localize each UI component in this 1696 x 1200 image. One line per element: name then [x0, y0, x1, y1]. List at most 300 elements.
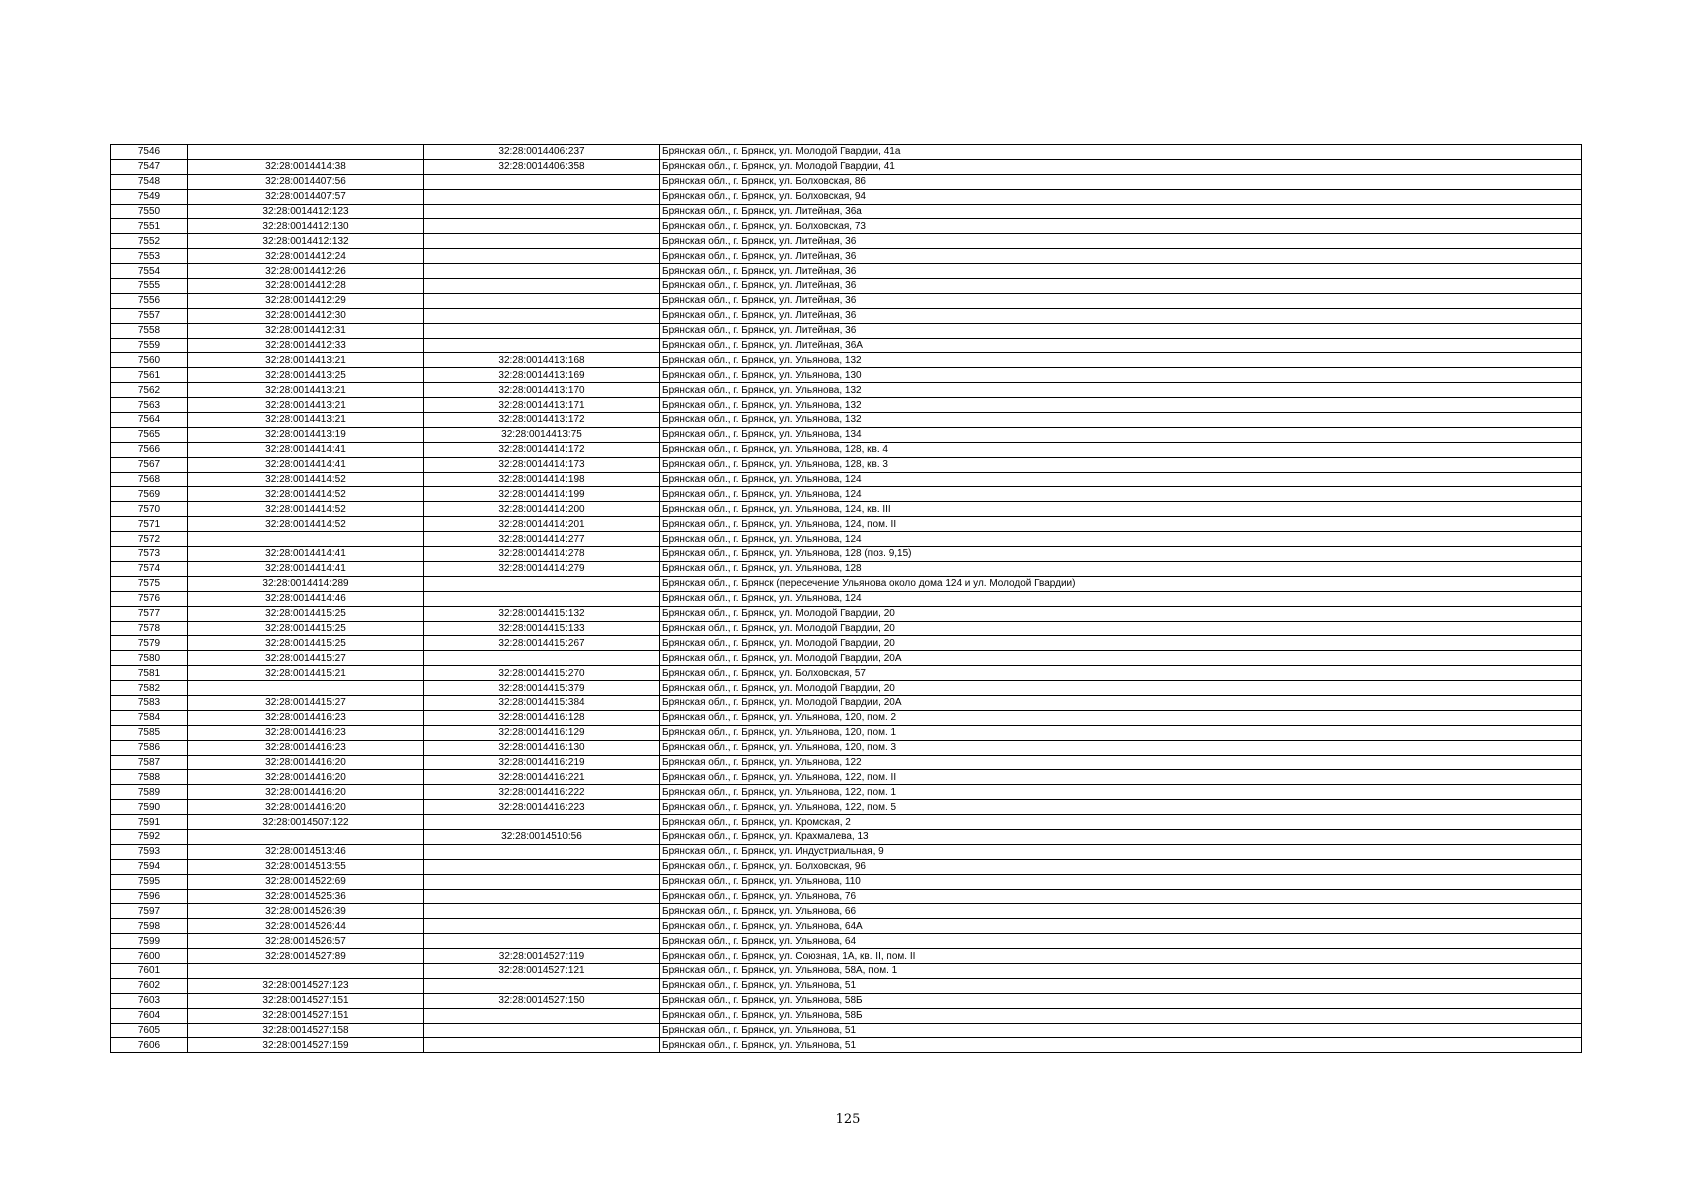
new-cadastral-number-cell [424, 978, 660, 993]
old-cadastral-number-cell: 32:28:0014416:20 [188, 800, 424, 815]
table-row [111, 785, 1582, 800]
old-cadastral-number-cell [188, 145, 424, 160]
table-row [111, 159, 1582, 174]
address-cell: Брянская обл., г. Брянск, ул. Ульянова, 124, пом. II [660, 517, 1582, 532]
new-cadastral-number-cell: 32:28:0014413:168 [424, 353, 660, 368]
address-cell: Брянская обл., г. Брянск, ул. Ульянова, 120, пом. 3 [660, 740, 1582, 755]
row-number-cell: 7552 [111, 234, 188, 249]
address-cell: Брянская обл., г. Брянск, ул. Ульянова, 51 [660, 1038, 1582, 1053]
address-cell: Брянская обл., г. Брянск, ул. Ульянова, 58Б [660, 993, 1582, 1008]
address-cell: Брянская обл., г. Брянск, ул. Ульянова, 128 [660, 561, 1582, 576]
address-cell: Брянская обл., г. Брянск, ул. Ульянова, 124 [660, 532, 1582, 547]
old-cadastral-number-cell [188, 829, 424, 844]
table-row [111, 338, 1582, 353]
table-row [111, 681, 1582, 696]
address-cell: Брянская обл., г. Брянск, ул. Ульянова, 58Б [660, 1008, 1582, 1023]
address-cell: Брянская обл., г. Брянск, ул. Ульянова, 64А [660, 919, 1582, 934]
table-row [111, 234, 1582, 249]
old-cadastral-number-cell: 32:28:0014414:52 [188, 472, 424, 487]
table-row [111, 651, 1582, 666]
row-number-cell: 7578 [111, 621, 188, 636]
old-cadastral-number-cell: 32:28:0014527:158 [188, 1023, 424, 1038]
address-cell: Брянская обл., г. Брянск, ул. Ульянова, 124 [660, 487, 1582, 502]
new-cadastral-number-cell: 32:28:0014415:267 [424, 636, 660, 651]
table-row [111, 889, 1582, 904]
new-cadastral-number-cell: 32:28:0014414:172 [424, 442, 660, 457]
row-number-cell: 7599 [111, 934, 188, 949]
old-cadastral-number-cell: 32:28:0014513:46 [188, 844, 424, 859]
address-cell: Брянская обл., г. Брянск, ул. Ульянова, 66 [660, 904, 1582, 919]
old-cadastral-number-cell: 32:28:0014415:27 [188, 695, 424, 710]
old-cadastral-number-cell: 32:28:0014412:28 [188, 279, 424, 294]
new-cadastral-number-cell: 32:28:0014413:171 [424, 398, 660, 413]
address-cell: Брянская обл., г. Брянск, ул. Ульянова, 76 [660, 889, 1582, 904]
address-cell: Брянская обл., г. Брянск, ул. Кромская, 2 [660, 815, 1582, 830]
table-row [111, 517, 1582, 532]
new-cadastral-number-cell [424, 651, 660, 666]
address-cell: Брянская обл., г. Брянск, ул. Болховская, 57 [660, 666, 1582, 681]
address-cell: Брянская обл., г. Брянск, ул. Ульянова, 132 [660, 398, 1582, 413]
new-cadastral-number-cell: 32:28:0014527:150 [424, 993, 660, 1008]
address-cell: Брянская обл., г. Брянск, ул. Ульянова, 58А, пом. 1 [660, 963, 1582, 978]
table-row [111, 591, 1582, 606]
new-cadastral-number-cell [424, 308, 660, 323]
row-number-cell: 7559 [111, 338, 188, 353]
old-cadastral-number-cell: 32:28:0014415:25 [188, 636, 424, 651]
old-cadastral-number-cell: 32:28:0014413:19 [188, 427, 424, 442]
new-cadastral-number-cell: 32:28:0014416:130 [424, 740, 660, 755]
old-cadastral-number-cell: 32:28:0014416:23 [188, 725, 424, 740]
old-cadastral-number-cell: 32:28:0014414:41 [188, 442, 424, 457]
row-number-cell: 7564 [111, 413, 188, 428]
address-cell: Брянская обл., г. Брянск, ул. Литейная, 36 [660, 249, 1582, 264]
table-row [111, 249, 1582, 264]
row-number-cell: 7571 [111, 517, 188, 532]
address-cell: Брянская обл., г. Брянск, ул. Ульянова, 124 [660, 591, 1582, 606]
table-row [111, 904, 1582, 919]
new-cadastral-number-cell: 32:28:0014414:201 [424, 517, 660, 532]
old-cadastral-number-cell: 32:28:0014412:123 [188, 204, 424, 219]
new-cadastral-number-cell [424, 1008, 660, 1023]
old-cadastral-number-cell [188, 681, 424, 696]
row-number-cell: 7594 [111, 859, 188, 874]
new-cadastral-number-cell [424, 279, 660, 294]
address-cell: Брянская обл., г. Брянск, ул. Ульянова, 132 [660, 413, 1582, 428]
row-number-cell: 7600 [111, 949, 188, 964]
old-cadastral-number-cell: 32:28:0014525:36 [188, 889, 424, 904]
new-cadastral-number-cell [424, 189, 660, 204]
new-cadastral-number-cell [424, 591, 660, 606]
old-cadastral-number-cell: 32:28:0014413:21 [188, 353, 424, 368]
address-cell: Брянская обл., г. Брянск, ул. Молодой Гвардии, 20 [660, 606, 1582, 621]
row-number-cell: 7576 [111, 591, 188, 606]
table-row [111, 279, 1582, 294]
old-cadastral-number-cell: 32:28:0014414:41 [188, 547, 424, 562]
table-row [111, 829, 1582, 844]
row-number-cell: 7573 [111, 547, 188, 562]
table-row [111, 978, 1582, 993]
new-cadastral-number-cell [424, 174, 660, 189]
address-cell: Брянская обл., г. Брянск, ул. Ульянова, 122, пом. 5 [660, 800, 1582, 815]
old-cadastral-number-cell: 32:28:0014414:41 [188, 561, 424, 576]
address-cell: Брянская обл., г. Брянск, ул. Ульянова, 128, кв. 4 [660, 442, 1582, 457]
table-row [111, 427, 1582, 442]
new-cadastral-number-cell [424, 219, 660, 234]
table-row [111, 621, 1582, 636]
address-cell: Брянская обл., г. Брянск, ул. Ульянова, 130 [660, 368, 1582, 383]
address-cell: Брянская обл., г. Брянск, ул. Болховская, 94 [660, 189, 1582, 204]
old-cadastral-number-cell: 32:28:0014527:159 [188, 1038, 424, 1053]
old-cadastral-number-cell: 32:28:0014415:25 [188, 606, 424, 621]
table-row [111, 561, 1582, 576]
row-number-cell: 7583 [111, 695, 188, 710]
new-cadastral-number-cell [424, 1038, 660, 1053]
table-row [111, 204, 1582, 219]
new-cadastral-number-cell: 32:28:0014413:75 [424, 427, 660, 442]
old-cadastral-number-cell: 32:28:0014526:57 [188, 934, 424, 949]
table-row [111, 457, 1582, 472]
page-number: 125 [835, 1112, 861, 1127]
table-row [111, 963, 1582, 978]
row-number-cell: 7553 [111, 249, 188, 264]
table-row [111, 576, 1582, 591]
old-cadastral-number-cell: 32:28:0014412:31 [188, 323, 424, 338]
address-cell: Брянская обл., г. Брянск, ул. Ульянова, 128, кв. 3 [660, 457, 1582, 472]
address-cell: Брянская обл., г. Брянск, ул. Литейная, 36А [660, 338, 1582, 353]
address-cell: Брянская обл., г. Брянск, ул. Ульянова, 51 [660, 978, 1582, 993]
old-cadastral-number-cell: 32:28:0014407:56 [188, 174, 424, 189]
old-cadastral-number-cell: 32:28:0014414:52 [188, 502, 424, 517]
table-row [111, 934, 1582, 949]
address-cell: Брянская обл., г. Брянск, ул. Молодой Гвардии, 20 [660, 636, 1582, 651]
row-number-cell: 7595 [111, 874, 188, 889]
table-row [111, 532, 1582, 547]
row-number-cell: 7605 [111, 1023, 188, 1038]
address-cell: Брянская обл., г. Брянск, ул. Ульянова, 122 [660, 755, 1582, 770]
address-cell: Брянская обл., г. Брянск, ул. Литейная, 36 [660, 293, 1582, 308]
address-cell: Брянская обл., г. Брянск, ул. Молодой Гвардии, 20 [660, 681, 1582, 696]
new-cadastral-number-cell: 32:28:0014416:219 [424, 755, 660, 770]
row-number-cell: 7582 [111, 681, 188, 696]
new-cadastral-number-cell: 32:28:0014416:129 [424, 725, 660, 740]
address-cell: Брянская обл., г. Брянск, ул. Молодой Гвардии, 20А [660, 651, 1582, 666]
table-row [111, 547, 1582, 562]
row-number-cell: 7551 [111, 219, 188, 234]
table-row [111, 383, 1582, 398]
table-row [111, 725, 1582, 740]
new-cadastral-number-cell [424, 249, 660, 264]
new-cadastral-number-cell [424, 904, 660, 919]
row-number-cell: 7567 [111, 457, 188, 472]
new-cadastral-number-cell [424, 934, 660, 949]
new-cadastral-number-cell: 32:28:0014406:358 [424, 159, 660, 174]
new-cadastral-number-cell [424, 576, 660, 591]
row-number-cell: 7593 [111, 844, 188, 859]
new-cadastral-number-cell: 32:28:0014416:223 [424, 800, 660, 815]
new-cadastral-number-cell [424, 815, 660, 830]
old-cadastral-number-cell: 32:28:0014414:41 [188, 457, 424, 472]
old-cadastral-number-cell: 32:28:0014414:289 [188, 576, 424, 591]
row-number-cell: 7590 [111, 800, 188, 815]
table-row [111, 815, 1582, 830]
row-number-cell: 7563 [111, 398, 188, 413]
address-cell: Брянская обл., г. Брянск, ул. Ульянова, 122, пом. II [660, 770, 1582, 785]
row-number-cell: 7548 [111, 174, 188, 189]
table-row [111, 1038, 1582, 1053]
row-number-cell: 7580 [111, 651, 188, 666]
new-cadastral-number-cell: 32:28:0014414:199 [424, 487, 660, 502]
row-number-cell: 7586 [111, 740, 188, 755]
table-row [111, 293, 1582, 308]
address-cell: Брянская обл., г. Брянск, ул. Ульянова, 128 (поз. 9,15) [660, 547, 1582, 562]
address-cell: Брянская обл., г. Брянск, ул. Ульянова, 132 [660, 353, 1582, 368]
table-row [111, 502, 1582, 517]
old-cadastral-number-cell: 32:28:0014414:52 [188, 517, 424, 532]
table-row [111, 919, 1582, 934]
row-number-cell: 7603 [111, 993, 188, 1008]
old-cadastral-number-cell: 32:28:0014527:89 [188, 949, 424, 964]
table-row [111, 1023, 1582, 1038]
old-cadastral-number-cell: 32:28:0014416:20 [188, 770, 424, 785]
new-cadastral-number-cell [424, 338, 660, 353]
old-cadastral-number-cell: 32:28:0014522:69 [188, 874, 424, 889]
table-row [111, 219, 1582, 234]
table-row [111, 487, 1582, 502]
address-cell: Брянская обл., г. Брянск, ул. Ульянова, 132 [660, 383, 1582, 398]
old-cadastral-number-cell: 32:28:0014414:46 [188, 591, 424, 606]
row-number-cell: 7581 [111, 666, 188, 681]
table-row [111, 695, 1582, 710]
old-cadastral-number-cell: 32:28:0014527:151 [188, 1008, 424, 1023]
address-cell: Брянская обл., г. Брянск, ул. Ульянова, 124 [660, 472, 1582, 487]
old-cadastral-number-cell: 32:28:0014412:30 [188, 308, 424, 323]
table-row [111, 174, 1582, 189]
row-number-cell: 7560 [111, 353, 188, 368]
table-row [111, 874, 1582, 889]
row-number-cell: 7570 [111, 502, 188, 517]
old-cadastral-number-cell: 32:28:0014412:29 [188, 293, 424, 308]
row-number-cell: 7597 [111, 904, 188, 919]
address-cell: Брянская обл., г. Брянск, ул. Литейная, 36 [660, 323, 1582, 338]
address-cell: Брянская обл., г. Брянск, ул. Ульянова, 124, кв. III [660, 502, 1582, 517]
old-cadastral-number-cell [188, 532, 424, 547]
row-number-cell: 7579 [111, 636, 188, 651]
new-cadastral-number-cell: 32:28:0014415:379 [424, 681, 660, 696]
address-cell: Брянская обл., г. Брянск, ул. Литейная, 36 [660, 308, 1582, 323]
address-cell: Брянская обл., г. Брянск, ул. Ульянова, 110 [660, 874, 1582, 889]
row-number-cell: 7555 [111, 279, 188, 294]
table-row [111, 353, 1582, 368]
new-cadastral-number-cell: 32:28:0014415:133 [424, 621, 660, 636]
new-cadastral-number-cell: 32:28:0014413:170 [424, 383, 660, 398]
old-cadastral-number-cell: 32:28:0014416:20 [188, 755, 424, 770]
row-number-cell: 7566 [111, 442, 188, 457]
table-row [111, 710, 1582, 725]
row-number-cell: 7568 [111, 472, 188, 487]
address-cell: Брянская обл., г. Брянск, ул. Молодой Гвардии, 20 [660, 621, 1582, 636]
address-cell: Брянская обл., г. Брянск, ул. Ульянова, 51 [660, 1023, 1582, 1038]
old-cadastral-number-cell: 32:28:0014513:55 [188, 859, 424, 874]
new-cadastral-number-cell: 32:28:0014510:56 [424, 829, 660, 844]
row-number-cell: 7588 [111, 770, 188, 785]
row-number-cell: 7589 [111, 785, 188, 800]
table-row [111, 264, 1582, 279]
old-cadastral-number-cell: 32:28:0014415:21 [188, 666, 424, 681]
table-row [111, 368, 1582, 383]
old-cadastral-number-cell: 32:28:0014412:26 [188, 264, 424, 279]
new-cadastral-number-cell: 32:28:0014416:128 [424, 710, 660, 725]
old-cadastral-number-cell: 32:28:0014412:33 [188, 338, 424, 353]
table-row [111, 413, 1582, 428]
new-cadastral-number-cell: 32:28:0014406:237 [424, 145, 660, 160]
row-number-cell: 7550 [111, 204, 188, 219]
address-cell: Брянская обл., г. Брянск, ул. Ульянова, 64 [660, 934, 1582, 949]
table-row [111, 308, 1582, 323]
old-cadastral-number-cell: 32:28:0014527:151 [188, 993, 424, 1008]
new-cadastral-number-cell: 32:28:0014415:384 [424, 695, 660, 710]
table-row [111, 636, 1582, 651]
new-cadastral-number-cell [424, 264, 660, 279]
old-cadastral-number-cell: 32:28:0014414:52 [188, 487, 424, 502]
row-number-cell: 7547 [111, 159, 188, 174]
old-cadastral-number-cell: 32:28:0014412:130 [188, 219, 424, 234]
address-cell: Брянская обл., г. Брянск, ул. Литейная, 36 [660, 279, 1582, 294]
new-cadastral-number-cell: 32:28:0014414:200 [424, 502, 660, 517]
address-cell: Брянская обл., г. Брянск, ул. Молодой Гвардии, 41а [660, 145, 1582, 160]
new-cadastral-number-cell: 32:28:0014415:132 [424, 606, 660, 621]
address-cell: Брянская обл., г. Брянск, ул. Молодой Гвардии, 41 [660, 159, 1582, 174]
row-number-cell: 7598 [111, 919, 188, 934]
address-cell: Брянская обл., г. Брянск, ул. Союзная, 1А, кв. II, пом. II [660, 949, 1582, 964]
row-number-cell: 7562 [111, 383, 188, 398]
new-cadastral-number-cell [424, 874, 660, 889]
new-cadastral-number-cell: 32:28:0014414:279 [424, 561, 660, 576]
table-row [111, 755, 1582, 770]
new-cadastral-number-cell: 32:28:0014527:119 [424, 949, 660, 964]
address-cell: Брянская обл., г. Брянск, ул. Литейная, 36 [660, 264, 1582, 279]
table-row [111, 145, 1582, 160]
cadastral-table-body [111, 145, 1582, 1053]
old-cadastral-number-cell: 32:28:0014407:57 [188, 189, 424, 204]
cadastral-table [110, 144, 1582, 1053]
row-number-cell: 7574 [111, 561, 188, 576]
row-number-cell: 7577 [111, 606, 188, 621]
new-cadastral-number-cell: 32:28:0014527:121 [424, 963, 660, 978]
old-cadastral-number-cell: 32:28:0014416:23 [188, 710, 424, 725]
table-row [111, 442, 1582, 457]
new-cadastral-number-cell [424, 1023, 660, 1038]
row-number-cell: 7584 [111, 710, 188, 725]
address-cell: Брянская обл., г. Брянск, ул. Болховская, 86 [660, 174, 1582, 189]
table-row [111, 949, 1582, 964]
row-number-cell: 7592 [111, 829, 188, 844]
address-cell: Брянская обл., г. Брянск, ул. Литейная, 36а [660, 204, 1582, 219]
table-row [111, 1008, 1582, 1023]
new-cadastral-number-cell: 32:28:0014416:221 [424, 770, 660, 785]
row-number-cell: 7587 [111, 755, 188, 770]
row-number-cell: 7596 [111, 889, 188, 904]
row-number-cell: 7575 [111, 576, 188, 591]
new-cadastral-number-cell [424, 234, 660, 249]
row-number-cell: 7572 [111, 532, 188, 547]
table-row [111, 993, 1582, 1008]
old-cadastral-number-cell: 32:28:0014416:20 [188, 785, 424, 800]
old-cadastral-number-cell: 32:28:0014412:24 [188, 249, 424, 264]
table-row [111, 472, 1582, 487]
table-row [111, 740, 1582, 755]
address-cell: Брянская обл., г. Брянск (пересечение Ульянова около дома 124 и ул. Молодой Гвардии) [660, 576, 1582, 591]
new-cadastral-number-cell [424, 323, 660, 338]
old-cadastral-number-cell: 32:28:0014412:132 [188, 234, 424, 249]
table-row [111, 323, 1582, 338]
old-cadastral-number-cell: 32:28:0014413:21 [188, 413, 424, 428]
old-cadastral-number-cell [188, 963, 424, 978]
old-cadastral-number-cell: 32:28:0014526:39 [188, 904, 424, 919]
row-number-cell: 7569 [111, 487, 188, 502]
table-row [111, 800, 1582, 815]
new-cadastral-number-cell [424, 844, 660, 859]
new-cadastral-number-cell [424, 919, 660, 934]
new-cadastral-number-cell: 32:28:0014416:222 [424, 785, 660, 800]
table-row [111, 770, 1582, 785]
new-cadastral-number-cell [424, 859, 660, 874]
table-row [111, 844, 1582, 859]
address-cell: Брянская обл., г. Брянск, ул. Ульянова, 122, пом. 1 [660, 785, 1582, 800]
table-row [111, 859, 1582, 874]
new-cadastral-number-cell [424, 293, 660, 308]
row-number-cell: 7606 [111, 1038, 188, 1053]
old-cadastral-number-cell: 32:28:0014413:25 [188, 368, 424, 383]
row-number-cell: 7546 [111, 145, 188, 160]
new-cadastral-number-cell: 32:28:0014414:277 [424, 532, 660, 547]
old-cadastral-number-cell: 32:28:0014415:27 [188, 651, 424, 666]
address-cell: Брянская обл., г. Брянск, ул. Болховская, 73 [660, 219, 1582, 234]
new-cadastral-number-cell: 32:28:0014413:169 [424, 368, 660, 383]
new-cadastral-number-cell [424, 889, 660, 904]
old-cadastral-number-cell: 32:28:0014507:122 [188, 815, 424, 830]
row-number-cell: 7604 [111, 1008, 188, 1023]
table-row [111, 666, 1582, 681]
new-cadastral-number-cell: 32:28:0014415:270 [424, 666, 660, 681]
row-number-cell: 7602 [111, 978, 188, 993]
new-cadastral-number-cell: 32:28:0014413:172 [424, 413, 660, 428]
old-cadastral-number-cell: 32:28:0014414:38 [188, 159, 424, 174]
row-number-cell: 7561 [111, 368, 188, 383]
old-cadastral-number-cell: 32:28:0014413:21 [188, 383, 424, 398]
address-cell: Брянская обл., г. Брянск, ул. Ульянова, 134 [660, 427, 1582, 442]
address-cell: Брянская обл., г. Брянск, ул. Крахмалева, 13 [660, 829, 1582, 844]
row-number-cell: 7601 [111, 963, 188, 978]
row-number-cell: 7558 [111, 323, 188, 338]
address-cell: Брянская обл., г. Брянск, ул. Литейная, 36 [660, 234, 1582, 249]
row-number-cell: 7556 [111, 293, 188, 308]
row-number-cell: 7549 [111, 189, 188, 204]
old-cadastral-number-cell: 32:28:0014526:44 [188, 919, 424, 934]
row-number-cell: 7557 [111, 308, 188, 323]
address-cell: Брянская обл., г. Брянск, ул. Молодой Гвардии, 20А [660, 695, 1582, 710]
table-row [111, 189, 1582, 204]
address-cell: Брянская обл., г. Брянск, ул. Ульянова, 120, пом. 2 [660, 710, 1582, 725]
row-number-cell: 7554 [111, 264, 188, 279]
old-cadastral-number-cell: 32:28:0014416:23 [188, 740, 424, 755]
new-cadastral-number-cell: 32:28:0014414:278 [424, 547, 660, 562]
table-row [111, 398, 1582, 413]
address-cell: Брянская обл., г. Брянск, ул. Индустриальная, 9 [660, 844, 1582, 859]
row-number-cell: 7585 [111, 725, 188, 740]
row-number-cell: 7591 [111, 815, 188, 830]
old-cadastral-number-cell: 32:28:0014415:25 [188, 621, 424, 636]
table-row [111, 606, 1582, 621]
